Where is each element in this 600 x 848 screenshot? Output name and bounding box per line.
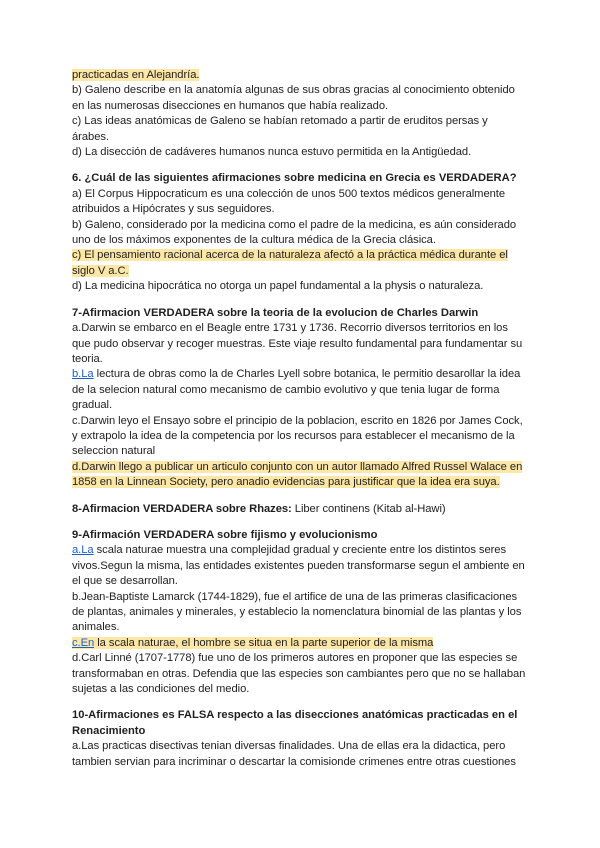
text-line (72, 130, 524, 145)
highlighted-answer: c) El pensamiento racional acerca de la naturaleza afectó a la práctica médica durante el (72, 249, 508, 262)
text-segment: 8-Afirmacion VERDADERA sobre Rhazes: (72, 502, 292, 515)
text-line (72, 651, 524, 666)
text-segment: tambien servian para incriminar o descartar la comisionde crimenes entre otras cuestiones (72, 755, 516, 768)
text-segment: b) Galeno, considerado por la medicina como el padre de la medicina, es aún considerado (72, 218, 517, 231)
text-segment: en las numerosas disecciones en humanos que había realizado. (72, 99, 389, 112)
text-line (72, 755, 524, 770)
highlighted-answer: 1858 en la Linnean Society, pero anadio evidencias para justificar que la idea era suya. (72, 476, 500, 489)
highlighted-answer: practicadas en Alejandría. (72, 69, 200, 81)
text-segment: 10-Afirmaciones es FALSA respecto a las disecciones anatómicas practicadas en el (72, 709, 518, 722)
question-heading (72, 724, 524, 739)
text-segment: que pudo observar y recoger muestras. Este viaje resulto fundamental para fundamentar su (72, 337, 523, 350)
text-line (72, 264, 524, 279)
text-segment: scala naturae muestra una complejidad gradual y creciente entre los distintos seres (93, 544, 507, 557)
text-line (72, 444, 524, 459)
option-link[interactable]: a.La (72, 544, 94, 557)
text-line (72, 279, 524, 294)
text-segment: b.Jean-Baptiste Lamarck (1744-1829), fue el artifice de una de las primeras clasificaciones (72, 590, 518, 603)
text-segment: d) La disección de cadáveres humanos nunca estuvo permitida en la Antigüedad. (72, 146, 472, 159)
text-segment: uno de los máximos exponentes de la cultura médica de la Grecia clásica. (72, 234, 436, 247)
text-line (72, 321, 524, 336)
option-link[interactable]: c.En (72, 636, 95, 649)
text-line (72, 367, 524, 382)
text-segment: 6. ¿Cuál de las siguientes afirmaciones sobre medicina en Grecia es VERDADERA? (72, 172, 517, 185)
text-line (72, 605, 524, 620)
text-segment: atribuidos a Hipócrates y sus seguidores. (72, 203, 275, 216)
paragraph-gap (72, 517, 524, 528)
text-segment: 9-Afirmación VERDADERA sobre fijismo y evolucionismo (72, 528, 378, 541)
text-line (72, 429, 524, 444)
text-segment: seleccion natural (72, 445, 156, 458)
text-line (72, 218, 524, 233)
paragraph-gap (72, 160, 524, 171)
text-line (72, 559, 524, 574)
text-line (72, 202, 524, 217)
text-line (72, 83, 524, 98)
text-segment: a) El Corpus Hippocraticum es una colección de unos 500 textos médicos generalmente (72, 187, 506, 200)
text-line (72, 398, 524, 413)
paragraph-gap (72, 491, 524, 502)
text-line (72, 68, 524, 83)
text-line (72, 460, 524, 475)
text-segment: a.Darwin se embarco en el Beagle entre 1731 y 1736. Recorrio diversos territorios en los (72, 322, 508, 335)
text-segment: vivos.Segun la misma, las entidades existentes pueden transformarse segun el ambiente en (72, 559, 525, 572)
text-line (72, 337, 524, 352)
text-line (72, 502, 524, 517)
text-line (72, 574, 524, 589)
text-segment: de plantas, animales y minerales, y establecio la nomenclatura binomial de las plantas y los (72, 606, 522, 618)
text-segment: a.Las practicas disectivas tenian diversas finalidades. Una de ellas era la didactica, pero (72, 740, 506, 753)
highlighted-answer: siglo V a.C. (72, 264, 129, 277)
text-line (72, 248, 524, 263)
text-line (72, 620, 524, 635)
text-line (72, 739, 524, 754)
text-segment: sujetas a las condiciones del medio. (72, 683, 250, 696)
text-segment: y extrapolo la idea de la competencia por los recursos para establecer el mecanismo de la (72, 429, 515, 442)
text-segment: gradual. (72, 399, 113, 412)
document-body (72, 68, 524, 770)
text-segment: animales. (72, 621, 120, 634)
text-segment: transformaban en otras. Defendia que las especies son cambiantes pero que no se hallaban (72, 667, 526, 680)
text-line (72, 99, 524, 114)
question-heading (72, 528, 524, 543)
text-line (72, 414, 524, 429)
text-segment: el que se desarrollan. (72, 575, 178, 588)
text-segment: árabes. (72, 130, 109, 143)
highlighted-answer: d.Darwin llego a publicar un articulo conjunto con un autor llamado Alfred Russel Walace en (72, 460, 523, 473)
text-segment: Liber continens (Kitab al-Hawi) (291, 502, 446, 515)
paragraph-gap (72, 697, 524, 708)
text-segment: c) Las ideas anatómicas de Galeno se habían retomado a partir de eruditos persas y (72, 115, 488, 128)
question-heading (72, 708, 524, 723)
text-line (72, 636, 524, 651)
text-line (72, 543, 524, 558)
text-line (72, 145, 524, 160)
text-line (72, 475, 524, 490)
text-line (72, 187, 524, 202)
text-segment: Renacimiento (72, 724, 146, 737)
text-line (72, 233, 524, 248)
paragraph-gap (72, 295, 524, 306)
text-line (72, 114, 524, 129)
text-segment: d) La medicina hipocrática no otorga un papel fundamental a la physis o naturaleza. (72, 280, 484, 293)
question-heading (72, 171, 524, 186)
text-segment: d.Carl Linné (1707-1778) fue uno de los primeros autores en proponer que las especies se (72, 652, 518, 665)
text-line (72, 667, 524, 682)
text-segment: 7-Afirmacion VERDADERA sobre la teoria de la evolucion de Charles Darwin (72, 306, 479, 319)
text-line (72, 682, 524, 697)
text-segment: b) Galeno describe en la anatomía algunas de sus obras gracias al conocimiento obtenido (72, 84, 515, 97)
text-line (72, 352, 524, 367)
text-segment: de la selecion natural como mecanismo de cambio evolutivo y que tenia lugar de forma (72, 383, 500, 396)
text-segment: teoria. (72, 352, 103, 365)
highlighted-answer: la scala naturae, el hombre se situa en la parte superior de la misma (94, 636, 434, 649)
option-link[interactable]: b.La (72, 368, 94, 381)
text-line (72, 383, 524, 398)
question-heading (72, 306, 524, 321)
text-segment: lectura de obras como la de Charles Lyell sobre botanica, le permitio desarollar la idea (93, 368, 521, 381)
text-line (72, 590, 524, 605)
text-segment: c.Darwin leyo el Ensayo sobre el principio de la poblacion, escrito en 1826 por James Cock, (72, 414, 523, 427)
